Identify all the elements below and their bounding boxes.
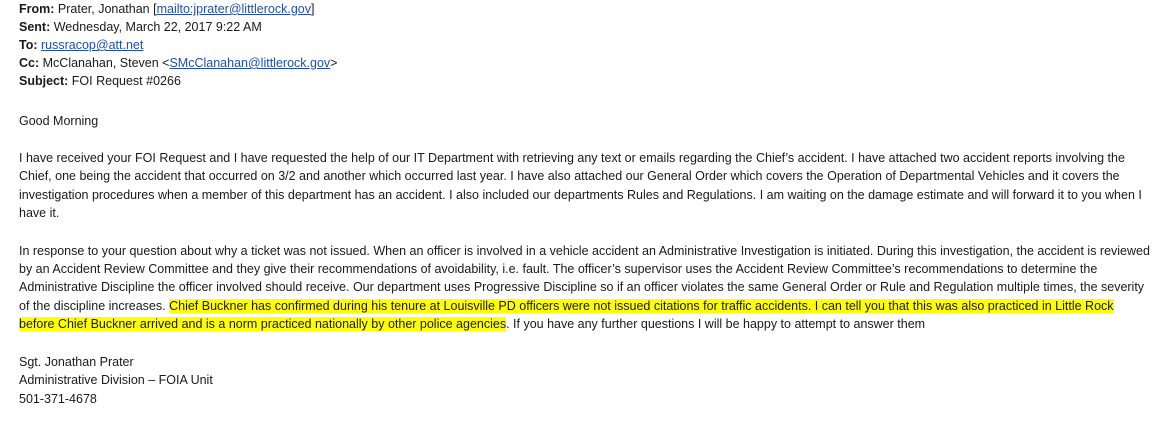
from-bracket-close: ] [311,2,315,16]
signature-phone: 501-371-4678 [19,391,97,406]
highlighted-text: Chief Buckner has confirmed during his tenure at Louisville PD officers were not issued citations for traffic accidents. I can tell you that this was also practiced in Little Rock before Chief Buckner arrived and is a norm practiced nationally by other police agencies [19,298,1114,332]
sent-value: Wednesday, March 22, 2017 9:22 AM [53,20,262,34]
signature-block [19,353,1151,409]
signature-division: Administrative Division – FOIA Unit [19,373,213,388]
subject-label: Subject: [19,74,69,88]
subject-value: FOI Request #0266 [71,74,181,88]
to-email-link[interactable]: russracop@att.net [41,38,144,52]
paragraph-ticket-explanation [19,242,1151,334]
cc-bracket-close: > [330,56,338,70]
sent-row [19,18,1151,36]
paragraph-ticket-end: . If you have any further questions I will be happy to attempt to answer them [506,317,926,332]
cc-label: Cc: [19,56,40,70]
to-row [19,36,1151,54]
email-message [19,0,1151,408]
cc-email-link[interactable]: SMcClanahan@littlerock.gov [169,56,331,70]
greeting: Good Morning [19,114,99,128]
sent-label: Sent: [19,20,51,34]
from-name: Prater, Jonathan [ [57,2,157,16]
cc-name: McClanahan, Steven < [42,56,170,70]
signature-name: Sgt. Jonathan Prater [19,354,134,369]
subject-row [19,72,1151,90]
from-email-link[interactable]: mailto:jprater@littlerock.gov [156,2,312,16]
paragraph-foi-request: I have received your FOI Request and I have requested the help of our IT Department with retrieving any text or emails regarding the Chief’s accident. I have attached two accident reports involving the Chief, one being the accident that occurred on 3/2 and another which occurred last year. I have also attached our General Order which covers the Operation of Departmental Vehicles and it covers the investigation procedures when a member of this department has an accident. I also included our departments Rules and Regulations. I am waiting on the damage estimate and will forward it to you when I have it. [19,151,1142,221]
from-label: From: [19,2,55,16]
from-row [19,0,1151,18]
paragraph-ticket-start: In response to your question about why a ticket was not issued. When an officer is involved in a vehicle accident an Administrative Investigation is initiated. During this investigation, the accident is reviewed by an Accident Review Committee and they give their recommendations of avoidability, i.e. fault. The officer’s supervisor uses the Accident Review Committee’s recommendations to determine the Administrative Discipline the officer involved should receive. Our department uses Progressive Discipline so if an officer violates the same General Order or Rule and Regulation multiple times, the severity of the discipline increases. [19,243,1150,313]
cc-row [19,54,1151,72]
to-label: To: [19,38,38,52]
email-headers [19,0,1151,90]
